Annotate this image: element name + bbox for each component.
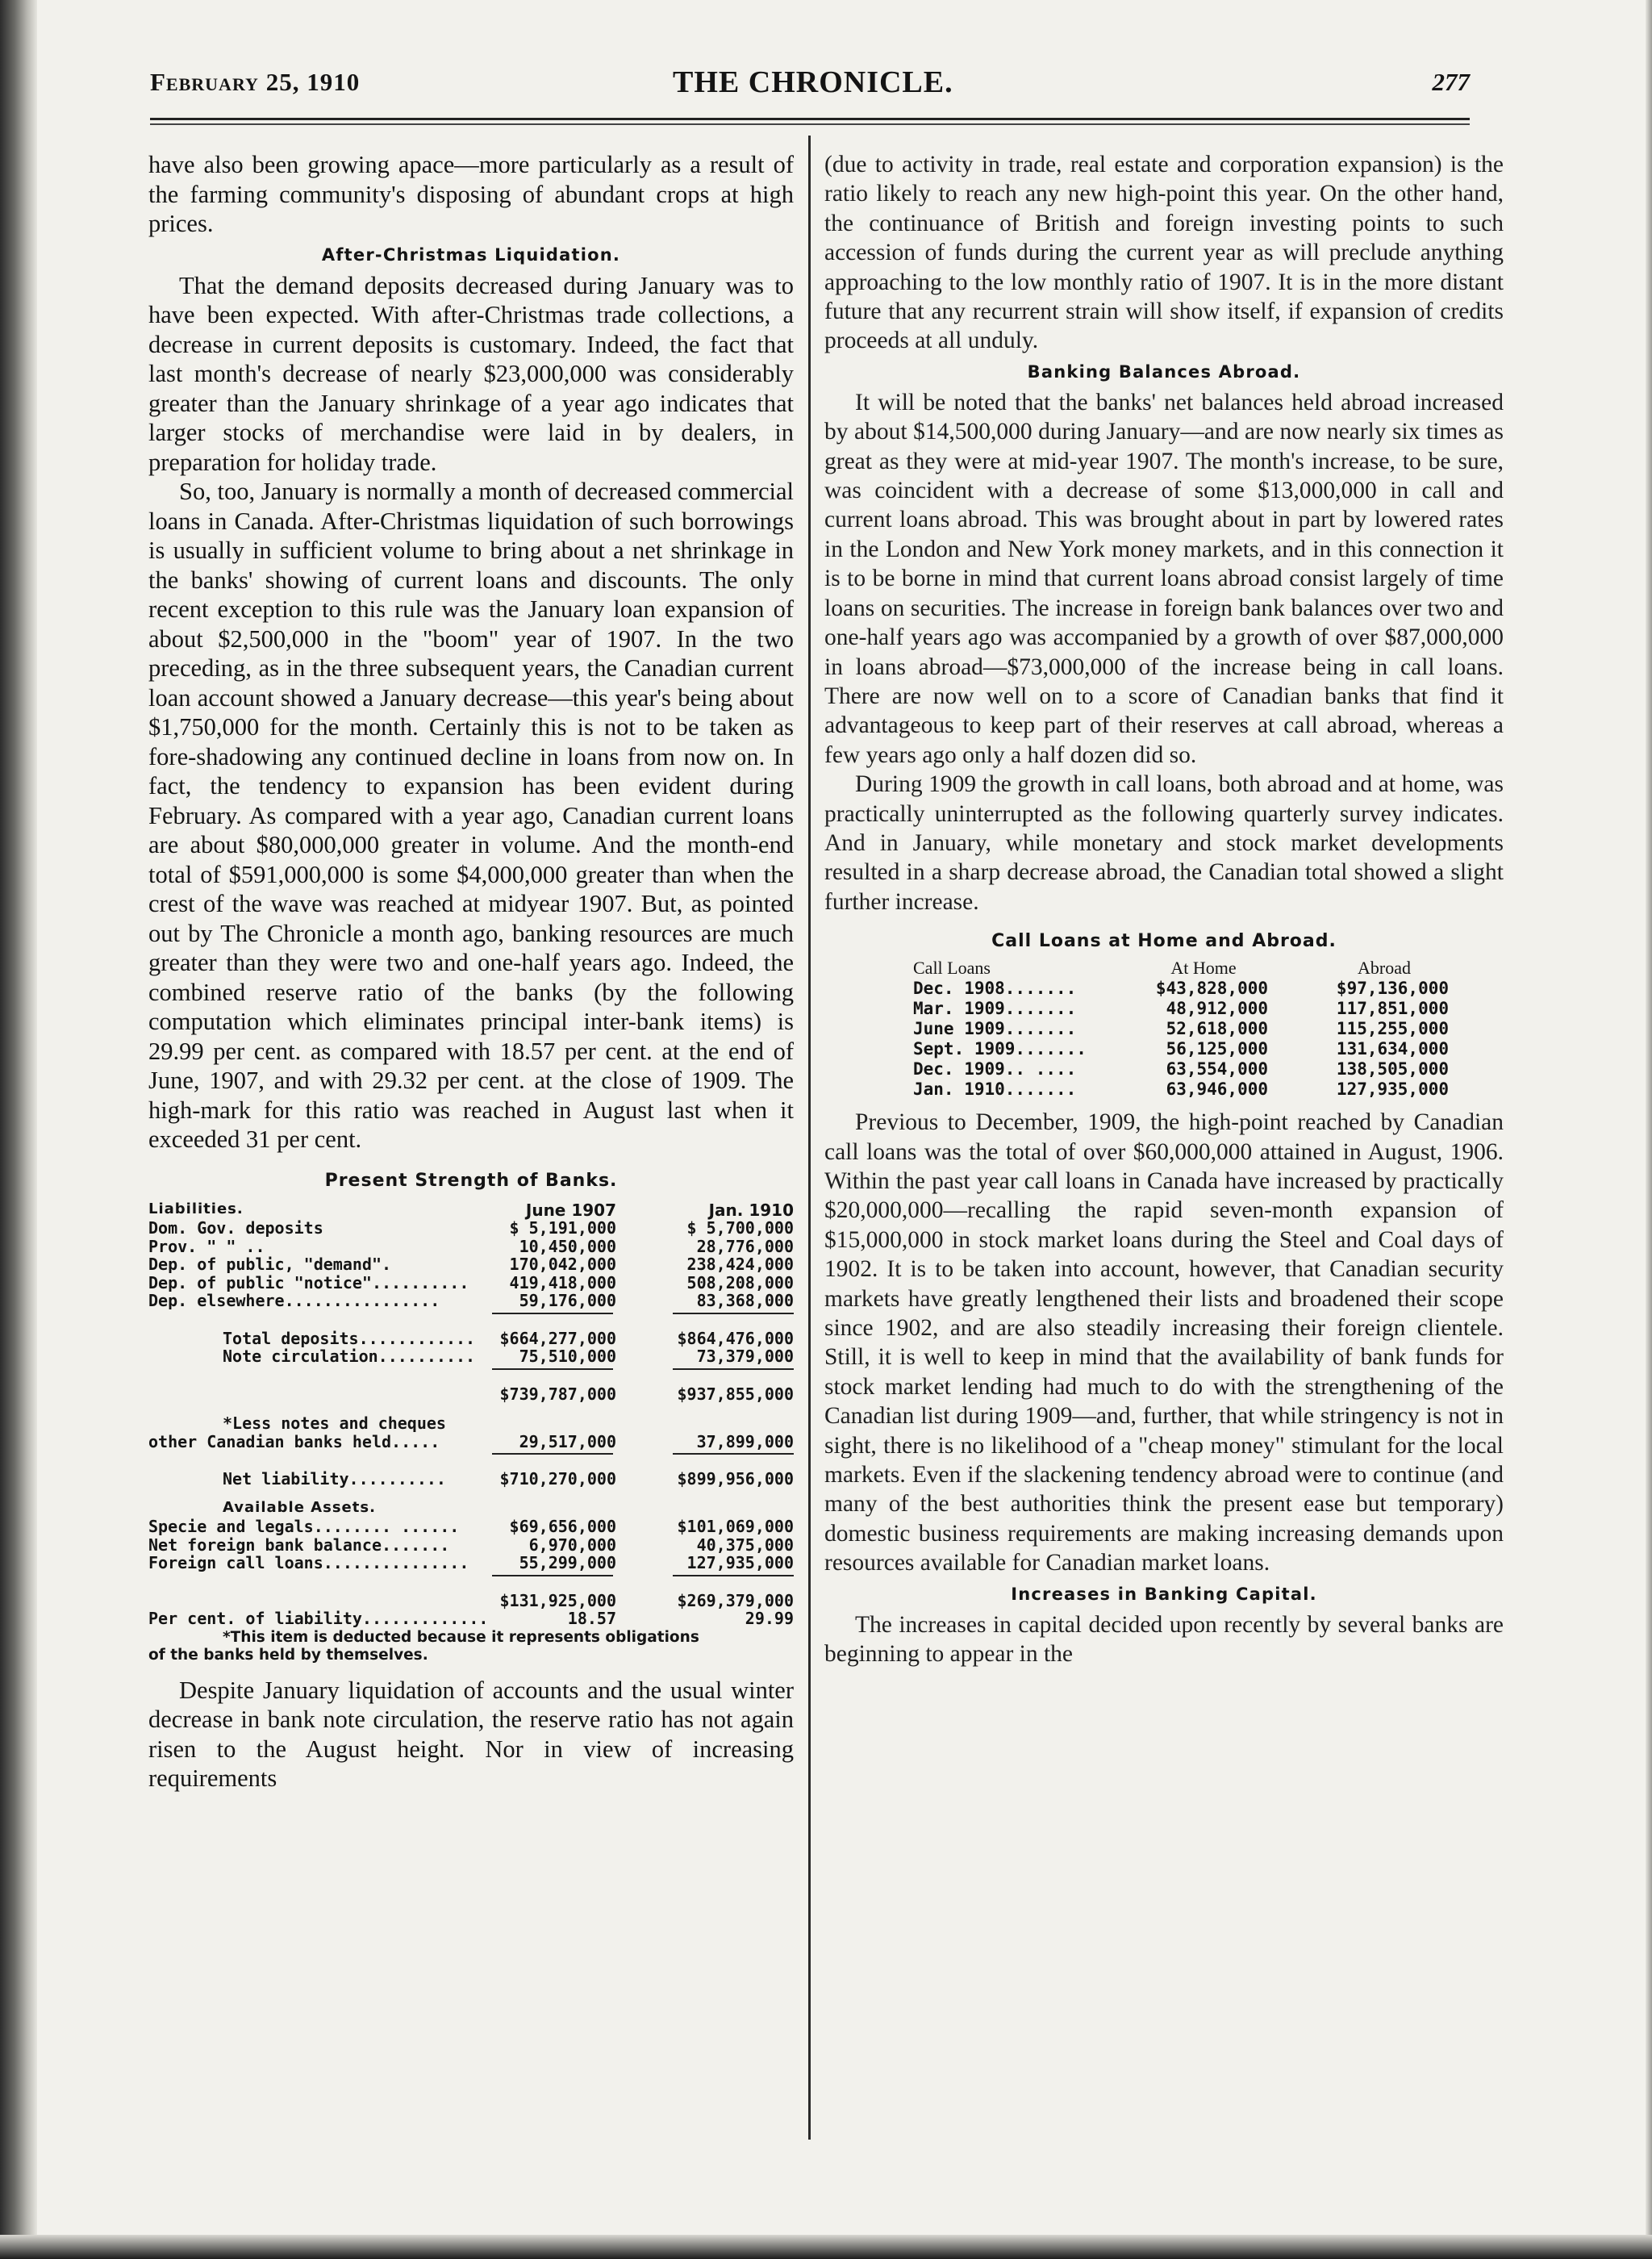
footnote-line: *This item is deducted because it represents obligations	[223, 1628, 699, 1646]
right-column	[824, 150, 1504, 1668]
table-row	[148, 1255, 794, 1273]
row-value-1910: $899,956,000	[677, 1469, 794, 1489]
row-at-home: 56,125,000	[1166, 1039, 1268, 1059]
table-row-assets-total	[148, 1591, 794, 1610]
paragraph-net-balances: It will be noted that the banks' net balances held abroad increased by about $14,500,000 during January—and are now nearly six times as great as they were at mid-year 1907. The month's increase, to be sure, was coincident with a decrease of some $13,000,000 in call and current loans abroad. This was brought about in part by lowered rates in the London and New York money markets, and in this connection it is to be borne in mind that current loans abroad consist largely of time loans on securities. The increase in foreign bank balances over two and one-half years ago was accompanied by a growth of over $87,000,000 in loans abroad—$73,000,000 of the increase being in call loans. There are now well on to a score of Canadian banks that find it advantageous to keep part of their reserves at call abroad, whereas a few years ago only a half dozen did so.	[824, 389, 1504, 768]
row-at-home: 52,618,000	[1166, 1019, 1268, 1039]
row-value-1907: 75,510,000	[519, 1347, 616, 1366]
table-row-net-liability	[148, 1469, 794, 1488]
table-row	[824, 1019, 1504, 1039]
row-label: Dom. Gov. deposits	[148, 1218, 323, 1238]
table-row-less-label	[148, 1413, 794, 1432]
row-value-1907: 59,176,000	[519, 1291, 616, 1310]
table-row	[148, 1291, 794, 1309]
row-value-1910: $101,069,000	[677, 1517, 794, 1536]
row-label: Foreign call loans...............	[148, 1553, 469, 1572]
row-date: Mar. 1909.......	[913, 999, 1077, 1019]
paragraph-reserve-ratio: Despite January liquidation of accounts and the usual winter decrease in bank note circulation, the reserve ratio has not again risen to the August height. Nor in view of increasing requirements	[148, 1676, 794, 1792]
row-abroad: $97,136,000	[1336, 979, 1449, 999]
row-value-1910: 40,375,000	[696, 1535, 794, 1555]
row-abroad: 115,255,000	[1336, 1019, 1449, 1039]
row-value-1910: $269,379,000	[677, 1590, 794, 1610]
row-value-1910: $ 5,700,000	[686, 1218, 794, 1238]
row-abroad: 117,851,000	[1336, 999, 1449, 1019]
liabilities-label: Liabilities.	[148, 1200, 244, 1217]
section-heading-banking-capital: Increases in Banking Capital.	[1011, 1584, 1317, 1604]
column-header-call-loans: Call Loans	[913, 958, 991, 979]
table-row	[148, 1273, 794, 1292]
scan-right-edge	[1646, 0, 1652, 2259]
row-date: Jan. 1910.......	[913, 1079, 1077, 1100]
column-divider	[808, 136, 811, 2140]
table-row	[148, 1535, 794, 1554]
paragraph-left-intro: have also been growing apace—more particularly as a result of the farming community's disposing of abundant crops at high prices.	[148, 151, 794, 237]
row-label: Per cent. of liability.............	[148, 1609, 489, 1628]
header-date: February 25, 1910	[150, 68, 361, 96]
scan-left-edge	[0, 0, 37, 2259]
table-rule	[148, 1309, 794, 1317]
row-label: Dep. elsewhere................	[148, 1291, 440, 1310]
row-value-1907: 419,418,000	[509, 1272, 616, 1292]
column-header-abroad: Abroad	[1358, 958, 1411, 979]
table-row	[824, 999, 1504, 1019]
row-label: Total deposits............	[223, 1328, 476, 1348]
assets-label: Available Assets.	[223, 1498, 376, 1516]
row-value-1910: 73,379,000	[696, 1347, 794, 1366]
table-row-less	[148, 1432, 794, 1451]
paragraph-capital-increases: The increases in capital decided upon recently by several banks are beginning to appear in the	[824, 1611, 1504, 1668]
call-loans-table	[824, 931, 1504, 1100]
row-value-1907: $739,787,000	[499, 1384, 616, 1404]
row-value-1910: 127,935,000	[686, 1553, 794, 1572]
table-row-subtotal	[148, 1384, 794, 1403]
row-label: Prov. " " ..	[148, 1236, 265, 1256]
row-value-1907: $664,277,000	[499, 1328, 616, 1348]
section-heading-balances-abroad: Banking Balances Abroad.	[1027, 361, 1301, 382]
row-label: other Canadian banks held.....	[148, 1431, 440, 1451]
row-abroad: 131,634,000	[1336, 1039, 1449, 1059]
table-header-row	[148, 1200, 794, 1219]
row-label: Note circulation..........	[223, 1347, 476, 1366]
column-header-at-home: At Home	[1170, 958, 1237, 979]
row-value-1910: 29.99	[745, 1609, 794, 1628]
row-value-1907: 29,517,000	[519, 1431, 616, 1451]
row-value-1907: 170,042,000	[509, 1255, 616, 1274]
paragraph-demand-deposits: That the demand deposits decreased during January was to have been expected. With after-Christmas trade collections, a decrease in current deposits is customary. Indeed, the fact that last month's decrease of nearly $23,000,000 was considerably greater than the January shrinkage of a year ago indicates that larger stocks of merchandise were laid in by dealers, in preparation for holiday trade.	[148, 271, 794, 476]
row-label: Net foreign bank balance.......	[148, 1535, 450, 1555]
row-value-1910: 238,424,000	[686, 1255, 794, 1274]
column-header-june-1907: June 1907	[525, 1200, 616, 1220]
page-header	[150, 65, 1470, 110]
paragraph-commercial-loans: So, too, January is normally a month of decreased commercial loans in Canada. After-Christmas liquidation of such borrowings is usually in sufficient volume to bring about a net shrinkage in the banks' showing of current loans and discounts. The only recent exception to this rule was the January loan expansion of about $2,500,000 in the "boom" year of 1907. In the two preceding, as in the three subsequent years, the Canadian current loan account showed a January decrease—this year's being about $1,750,000 for the month. Certainly this is not to be taken as fore-shadowing any continued decline in loans from now on. In fact, the tendency to expansion has been evident during February. As compared with a year ago, Canadian current loans are about $80,000,000 greater in volume. And the month-end total of $591,000,000 is some $4,000,000 greater than when the crest of the wave was reached at midyear 1907. But, as pointed out by The Chronicle a month ago, banking resources are much greater than they were two and one-half years ago. Indeed, the combined reserve ratio of the banks (by the following computation which eliminates principal inter-bank items) is 29.99 per cent. as compared with 18.57 per cent. at the end of June, 1907, and with 29.32 per cent. at the close of 1909. The high-mark for this ratio was reached in August last when it exceeded 31 per cent.	[148, 478, 794, 1153]
table-rule	[148, 1365, 794, 1373]
row-value-1910: $864,476,000	[677, 1328, 794, 1348]
present-strength-table	[148, 1171, 794, 1664]
row-label: Dep. of public, "demand".	[148, 1255, 392, 1274]
row-label: Dep. of public "notice"..........	[148, 1272, 469, 1292]
table-row	[824, 979, 1504, 999]
row-label: *Less notes and cheques	[223, 1413, 446, 1433]
table-row	[148, 1329, 794, 1347]
row-value-1907: 18.57	[567, 1609, 616, 1628]
table-title-call-loans: Call Loans at Home and Abroad.	[991, 931, 1337, 952]
table-row	[148, 1218, 794, 1237]
header-rule-top	[150, 118, 1470, 120]
table-rule	[148, 1450, 794, 1458]
table-row	[148, 1517, 794, 1535]
table-row	[148, 1553, 794, 1572]
row-abroad: 127,935,000	[1336, 1079, 1449, 1100]
row-value-1910: 28,776,000	[696, 1236, 794, 1256]
footnote-line: of the banks held by themselves.	[148, 1646, 428, 1664]
row-value-1907: 55,299,000	[519, 1553, 616, 1572]
row-value-1910: 83,368,000	[696, 1291, 794, 1310]
left-column	[148, 150, 794, 1793]
row-at-home: 63,946,000	[1166, 1079, 1268, 1100]
scan-bottom-edge	[0, 2235, 1652, 2259]
row-value-1907: $69,656,000	[509, 1517, 616, 1536]
table-row-percent	[148, 1609, 794, 1627]
row-date: Sept. 1909.......	[913, 1039, 1087, 1059]
row-value-1907: $ 5,191,000	[509, 1218, 616, 1238]
table-header-row	[824, 958, 1504, 979]
row-date: Dec. 1909.. ....	[913, 1059, 1077, 1079]
row-abroad: 138,505,000	[1336, 1059, 1449, 1079]
column-header-jan-1910: Jan. 1910	[708, 1200, 794, 1220]
row-date: June 1909.......	[913, 1019, 1077, 1039]
row-value-1910: 37,899,000	[696, 1431, 794, 1451]
table-footnote	[148, 1629, 794, 1664]
header-title: THE CHRONICLE.	[673, 65, 953, 99]
row-label: Net liability..........	[223, 1469, 446, 1489]
paragraph-previous-high-point: Previous to December, 1909, the high-point reached by Canadian call loans was the total of over $60,000,000 attained in August, 1906. Within the past year call loans in Canada have increased by practically $20,000,000—recalling the rapid seven-month expansion of $15,000,000 in stock market loans during the Steel and Coal days of 1902. It is to be taken into account, however, that Canadian security markets have greatly lengthened their lists and broadened their scope since 1902, and are also steadily increasing their foreign clientele. Still, it is well to keep in mind that the availability of bank funds for stock market lending had much to do with the strengthening of the Canadian list during 1909—and, further, that while stringency is not in sight, there is no likelihood of a "cheap money" stimulant for the local markets. Even if the slackening tendency abroad were to continue (and many of the best authorities think the present ease but temporary) domestic business requirements are making increasing demands upon resources available for Canadian market loans.	[824, 1109, 1504, 1576]
table-row-assets-label	[148, 1499, 794, 1518]
row-label: Specie and legals........ ......	[148, 1517, 460, 1536]
table-row	[824, 1059, 1504, 1079]
row-at-home: 48,912,000	[1166, 999, 1268, 1019]
table-rule	[148, 1572, 794, 1580]
row-at-home: 63,554,000	[1166, 1059, 1268, 1079]
row-value-1907: $710,270,000	[499, 1469, 616, 1489]
table-row	[148, 1347, 794, 1365]
row-value-1907: 10,450,000	[519, 1236, 616, 1256]
table-title-strength: Present Strength of Banks.	[324, 1170, 618, 1191]
table-row	[148, 1237, 794, 1255]
row-value-1910: $937,855,000	[677, 1384, 794, 1404]
section-heading-liquidation: After-Christmas Liquidation.	[321, 244, 621, 265]
row-value-1907: 6,970,000	[528, 1535, 616, 1555]
row-value-1910: 508,208,000	[686, 1272, 794, 1292]
row-at-home: $43,828,000	[1155, 979, 1268, 999]
table-row	[824, 1039, 1504, 1059]
header-rule-bottom	[150, 123, 1470, 125]
row-date: Dec. 1908.......	[913, 979, 1077, 999]
paragraph-right-intro: (due to activity in trade, real estate and corporation expansion) is the ratio likely to reach any new high-point this year. On the other hand, the continuance of British and foreign investing points to such accession of funds during the current year as will preclude anything approaching to the low monthly ratio of 1907. It is in the more distant future that any recurrent strain will show itself, if expansion of credits proceeds at all unduly.	[824, 152, 1504, 354]
header-page-number: 277	[1432, 68, 1470, 96]
paragraph-call-loans-growth: During 1909 the growth in call loans, both abroad and at home, was practically uninterrupted as the following quarterly survey indicates. And in January, while monetary and stock market developments resulted in a sharp decrease abroad, the Canadian total showed a slight further increase.	[824, 771, 1504, 915]
row-value-1907: $131,925,000	[499, 1590, 616, 1610]
table-row	[824, 1079, 1504, 1100]
